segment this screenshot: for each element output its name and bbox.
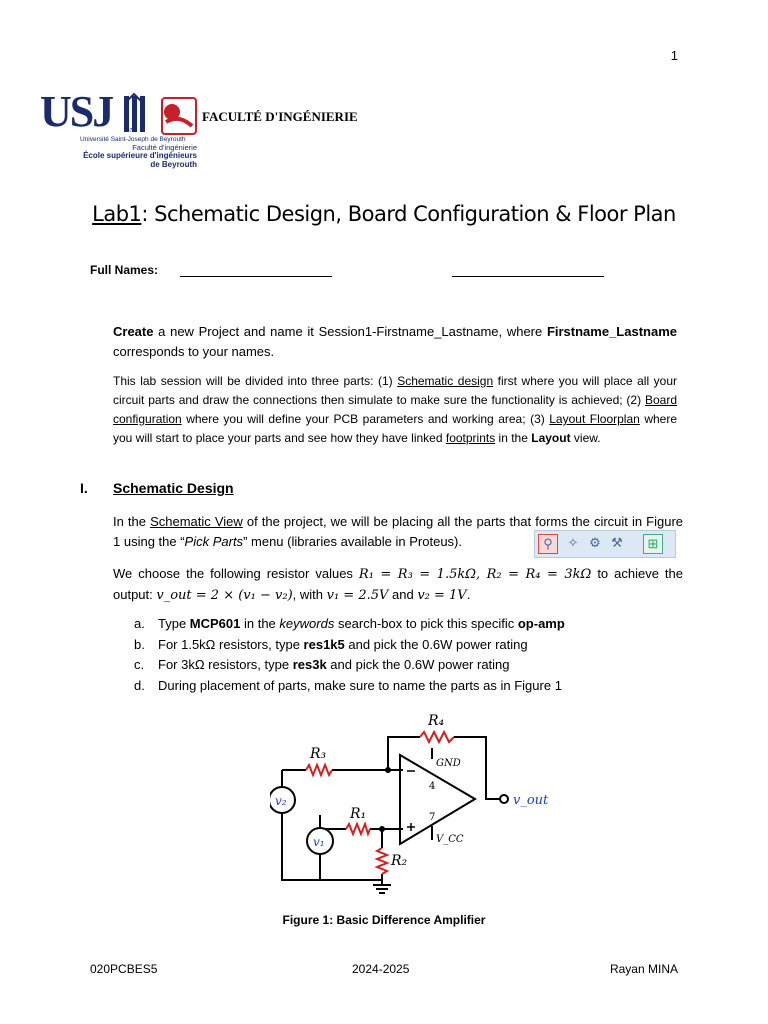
res-text-1: We choose the following resistor values	[113, 566, 359, 581]
logo-line-2: Faculté d'ingénierie	[132, 143, 197, 152]
page-number: 1	[670, 48, 678, 63]
step-text: During placement of parts, make sure to name the parts as in Figure 1	[158, 677, 562, 693]
r1-resistor	[346, 824, 370, 834]
res-text-2: to achieve the output:	[113, 566, 683, 602]
proteus-toolbar	[534, 530, 676, 558]
intro-name-bold: Firstname_Lastname	[546, 324, 677, 339]
res-equation-2: v_out = 2 × (v₁ − v₂)	[156, 588, 293, 603]
parts-bold-layout: Layout	[531, 431, 571, 445]
faculty-name: FACULTÉ D'INGÉNIERIE	[202, 109, 358, 124]
pin-7-label: 7	[429, 812, 436, 823]
r2-resistor	[377, 848, 387, 874]
parts-text-6: view.	[570, 431, 601, 445]
list-item	[134, 676, 565, 697]
res-text-3: , with	[292, 587, 327, 602]
v2-label: v₂	[275, 794, 287, 808]
figure-caption: Figure 1: Basic Difference Amplifier	[282, 913, 486, 927]
parts-link-floorplan: Layout Floorplan	[549, 412, 640, 426]
step-text: Type	[158, 616, 190, 631]
step-text: and pick the 0.6W power rating	[344, 636, 528, 652]
parts-paragraph	[113, 372, 677, 448]
res-equation-4: v₂ = 1V	[417, 588, 467, 603]
v1-label: v₁	[313, 835, 325, 849]
r3-resistor	[306, 765, 332, 775]
vcc-label: V_CC	[436, 834, 464, 845]
step-text: For 3kΩ resistors, type	[158, 657, 293, 672]
usj-logo	[40, 87, 200, 180]
r2-label: R₂	[391, 853, 408, 869]
logo-line-4: de Beyrouth	[150, 160, 197, 169]
pick-parts-icon[interactable]: ⚲	[538, 534, 558, 554]
pin-4-label: 4	[429, 781, 436, 792]
schem-text-1: In the	[113, 514, 151, 529]
step-marker: a.	[134, 616, 145, 631]
parts-text-2: first where you will place all your circuit parts and draw the connections then simulate to make sure the functionality is achieved; (2)	[113, 374, 677, 407]
netlist-icon[interactable]: ⊞	[643, 534, 663, 554]
footer-course-code: 020PCBES5	[90, 962, 158, 976]
footer-author: Rayan MINA	[609, 962, 678, 976]
section-title: Schematic Design	[113, 480, 234, 496]
res-text-5: .	[466, 587, 471, 602]
parts-text-5: in the	[495, 431, 532, 445]
step-text: For 1.5kΩ resistors, type	[158, 636, 304, 652]
intro-text-2: corresponds to your names.	[113, 344, 275, 359]
step-marker: c.	[134, 657, 145, 672]
res-text-4: and	[388, 587, 418, 602]
step-text: search-box to pick this specific	[334, 616, 518, 631]
steps-list	[134, 614, 565, 696]
parts-link-footprints: footprints	[445, 431, 496, 445]
step-italic: keywords	[279, 616, 335, 631]
res-equation-1: R₁ = R₃ = 1.5kΩ, R₂ = R₄ = 3kΩ	[358, 567, 592, 582]
full-names-label: Full Names:	[90, 263, 159, 277]
gnd-label: GND	[436, 758, 461, 769]
vout-terminal-icon	[500, 795, 508, 803]
sparkle-icon[interactable]: ✧	[567, 535, 579, 550]
parts-text-1: This lab session will be divided into three parts: (1)	[113, 374, 398, 388]
gear-icon[interactable]: ⚙	[589, 535, 601, 550]
r4-resistor	[420, 732, 454, 742]
footer-year: 2024-2025	[352, 962, 410, 976]
parts-link-schematic: Schematic design	[397, 374, 494, 388]
step-marker: b.	[134, 636, 145, 652]
logo-line-1: Université Saint-Joseph de Beyrouth	[80, 136, 186, 143]
step-bold: MCP601	[189, 616, 241, 631]
step-bold: res3k	[292, 657, 327, 672]
step-text: in the	[240, 616, 280, 631]
schem-text-2: of the project, we will be placing all the parts that forms the circuit in Figure 1 using the “	[113, 514, 684, 549]
r4-label: R₄	[428, 713, 445, 729]
parts-link-board: Board configuration	[113, 393, 677, 426]
hammer-icon[interactable]: ⚒	[611, 535, 623, 550]
parts-text-4: where you will start to place your parts and see how they have linked	[113, 412, 677, 445]
intro-create: Create	[113, 324, 154, 339]
intro-text-1: a new Project and name it Session1-Firstname_Lastname, where	[153, 324, 547, 339]
r3-label: R₃	[310, 746, 327, 762]
title-rest: : Schematic Design, Board Configuration & Floor Plan	[141, 202, 676, 226]
name-blank-1	[180, 270, 332, 277]
schem-link-view: Schematic View	[150, 514, 243, 529]
name-blank-2	[452, 270, 604, 277]
schem-text-3: ” menu (libraries available in Proteus).	[243, 534, 462, 549]
step-bold: res1k5	[303, 636, 345, 652]
section-number: I.	[80, 480, 88, 496]
list-item	[134, 655, 565, 676]
parts-text-3: where you will define your PCB parameters and working area; (3)	[181, 412, 550, 426]
vout-label: v_out	[513, 793, 549, 808]
resistor-paragraph	[113, 564, 683, 606]
step-bold: op-amp	[517, 616, 565, 631]
page-title	[0, 202, 768, 226]
r1-label: R₁	[350, 806, 367, 822]
intro-paragraph	[113, 322, 677, 362]
step-marker: d.	[134, 677, 145, 693]
logo-usj-text: USJ	[40, 87, 113, 136]
title-prefix: Lab1	[92, 202, 142, 226]
res-equation-3: v₁ = 2.5V	[326, 588, 389, 603]
difference-amplifier-circuit	[270, 708, 560, 903]
logo-year: 1875	[124, 128, 136, 134]
logo-line-3: École supérieure d'ingénieurs	[83, 151, 197, 160]
list-item	[134, 614, 565, 635]
list-item	[134, 635, 565, 656]
schem-italic-pick-parts: Pick Parts	[184, 534, 244, 549]
step-text: and pick the 0.6W power rating	[326, 657, 510, 672]
